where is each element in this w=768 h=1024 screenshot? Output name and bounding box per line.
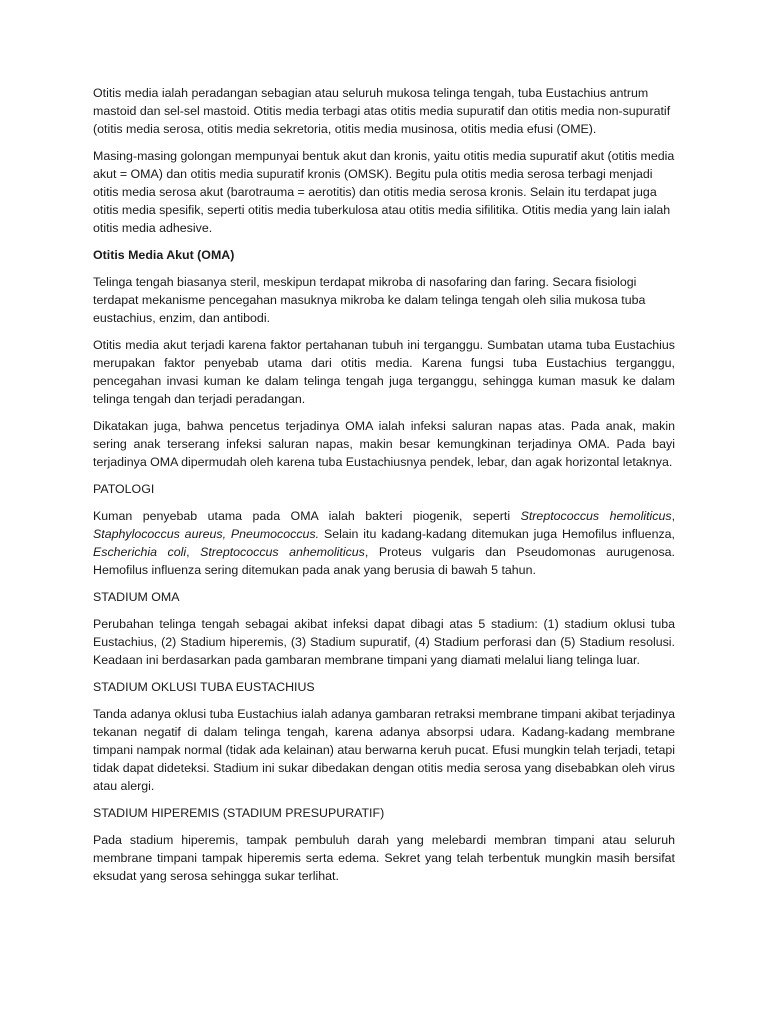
heading-oma: Otitis Media Akut (OMA): [93, 248, 235, 262]
paragraph-oma-1: Telinga tengah biasanya steril, meskipun terdapat mikroba di nasofaring dan faring. Secara fisiologi terdapat mekanisme pencegahan masuknya mikroba ke dalam telinga tengah oleh silia mukosa tuba eustachius, enzim, dan antibodi.: [93, 275, 646, 325]
patologi-text-1: Kuman penyebab utama pada OMA ialah bakteri piogenik, seperti: [93, 509, 521, 523]
patologi-species-3: Escherichia coli: [93, 545, 187, 559]
patologi-text-2: ,: [671, 509, 676, 523]
paragraph-oma-3: Dikatakan juga, bahwa pencetus terjadinya OMA ialah infeksi saluran napas atas. Pada anak, makin sering anak terserang infeksi saluran napas, makin besar kemungkinan terjadinya OMA. Pada bayi terjadinya OMA dipermudah oleh karena tuba Eustachiusnya pendek, lebar, dan agak horizontal letaknya.: [93, 419, 675, 469]
paragraph-oma-2: Otitis media akut terjadi karena faktor pertahanan tubuh ini terganggu. Sumbatan utama tuba Eustachius merupakan faktor penyebab utama dari otitis media. Karena fungsi tuba Eustachius terganggu, pencegahan invasi kuman ke dalam telinga tengah juga terganggu, sehingga kuman masuk ke dalam telinga tengah dan terjadi peradangan.: [93, 338, 675, 406]
paragraph-stadium-hiperemis: Pada stadium hiperemis, tampak pembuluh darah yang melebardi membran timpani atau seluruh membrane timpani tampak hiperemis serta edema. Sekret yang telah terbentuk mungkin masih bersifat eksudat yang serosa sehingga sukar terlihat.: [93, 833, 675, 883]
paragraph-stadium-oma: Perubahan telinga tengah sebagai akibat infeksi dapat dibagi atas 5 stadium: (1) stadium oklusi tuba Eustachius, (2) Stadium hiperemis, (3) Stadium supuratif, (4) Stadium perforasi dan (5) Stadium resolusi. Keadaan ini berdasarkan pada gambaran membrane timpani yang diamati melalui liang telinga luar.: [93, 617, 675, 667]
document-page: [93, 84, 675, 894]
heading-stadium-oklusi: STADIUM OKLUSI TUBA EUSTACHIUS: [93, 680, 315, 694]
paragraph-patologi: [93, 507, 675, 579]
heading-patologi: PATOLOGI: [93, 482, 155, 496]
patologi-species-2: Staphylococcus aureus, Pneumococcus.: [93, 527, 320, 541]
heading-stadium-hiperemis: STADIUM HIPEREMIS (STADIUM PRESUPURATIF): [93, 806, 385, 820]
paragraph-intro-2: Masing-masing golongan mempunyai bentuk akut dan kronis, yaitu otitis media supuratif akut (otitis media akut = OMA) dan otitis media supuratif kronis (OMSK). Begitu pula otitis media serosa terbagi menjadi otitis media serosa akut (barotrauma = aerotitis) dan otitis media serosa kronis. Selain itu terdapat juga otitis media spesifik, seperti otitis media tuberkulosa atau otitis media sifilitika. Otitis media yang lain ialah otitis media adhesive.: [93, 149, 675, 235]
heading-stadium-oma: STADIUM OMA: [93, 590, 180, 604]
paragraph-intro-1: Otitis media ialah peradangan sebagian atau seluruh mukosa telinga tengah, tuba Eustachius antrum mastoid dan sel-sel mastoid. Otitis media terbagi atas otitis media supuratif dan otitis media non-supuratif (otitis media serosa, otitis media sekretoria, otitis media musinosa, otitis media efusi (OME).: [93, 86, 671, 136]
patologi-text-3: Selain itu kadang-kadang ditemukan juga Hemofilus influenza,: [319, 527, 675, 541]
paragraph-stadium-oklusi: Tanda adanya oklusi tuba Eustachius ialah adanya gambaran retraksi membrane timpani akibat terjadinya tekanan negatif di dalam telinga tengah, karena adanya absorpsi udara. Kadang-kadang membrane timpani nampak normal (tidak ada kelainan) atau berwarna keruh pucat. Efusi mungkin telah terjadi, tetapi tidak dapat dideteksi. Stadium ini sukar dibedakan dengan otitis media serosa yang disebabkan oleh virus atau alergi.: [93, 707, 675, 793]
patologi-text-5: , Proteus vulgaris dan Pseudomonas aurugenosa. Hemofilus influenza sering ditemukan pada anak yang berusia di bawah 5 tahun.: [93, 545, 675, 577]
patologi-species-4: Streptococcus anhemoliticus: [200, 545, 365, 559]
patologi-text-4: ,: [186, 545, 201, 559]
patologi-species-1: Streptococcus hemoliticus: [520, 509, 672, 523]
